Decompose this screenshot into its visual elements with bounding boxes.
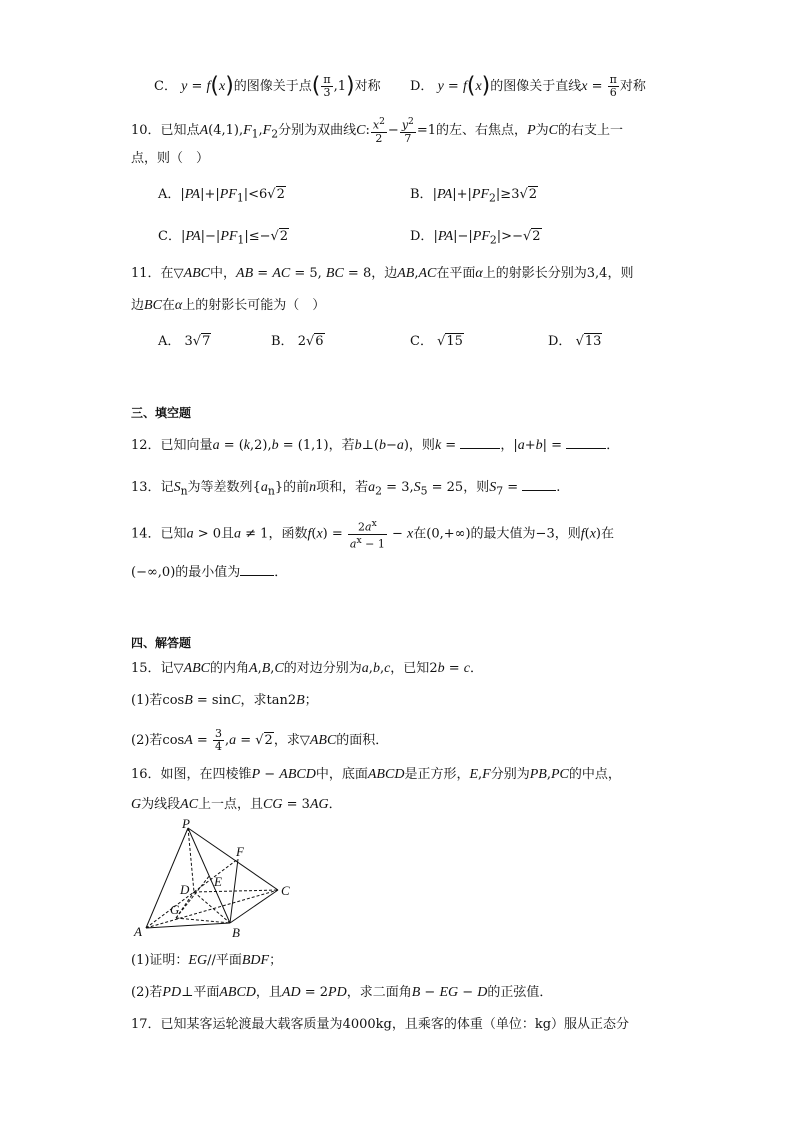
q10-stem: 10．已知点$A(4,1),F_1,F_2$分别为双曲线C: $\frac{x^2}{2}$ − $\frac{y^2}{7}$ =1的左、右焦点，P为C的右支上一 [131, 116, 623, 145]
q10-option-c: C．$|PA|-|PF_1|\le-√2$ [158, 229, 289, 247]
label-C: C [281, 883, 290, 898]
q16-part2: (2)若PD⊥平面ABCD，且AD = 2PD，求二面角B − EG − D的正弦值． [131, 985, 553, 1000]
q15-part2: (2)若cosA = $\frac{3}{4}$ ,a = √2，求▽ABC的面积． [131, 727, 389, 753]
answer-blank[interactable] [240, 563, 274, 576]
q9-option-d: D． y = f(x)的图像关于直线x = $\frac{\pi}{6}$ 对称 [410, 73, 646, 99]
answer-blank[interactable] [522, 478, 556, 491]
edge-BC [230, 890, 278, 923]
label-E: E [214, 874, 222, 889]
label-D: D [180, 882, 190, 897]
answer-blank[interactable] [566, 436, 606, 449]
q14-stem: 14．已知a > 0且a ≠ 1，函数f(x) = $\frac{2a^x}{a^x - 1}$ − x在(0,+∞)的最大值为−3，则f(x)在 [131, 518, 615, 551]
segment-GB [176, 918, 230, 923]
label-A: A [134, 924, 142, 939]
q16-stem-line2: G为线段AC上一点，且CG = 3AG． [131, 797, 342, 812]
q11-stem: 11．在▽ABC中，AB = AC = 5, BC = 8，边AB,AC在平面α上的射影长分别为3,4，则 [131, 266, 634, 281]
q15-part1: (1)若cosB = sinC，求tan2B； [131, 693, 318, 708]
q11-stem-line2: 边BC在α上的射影长可能为（ ） [131, 298, 326, 313]
section-title-answer: 四、解答题 [131, 636, 192, 650]
diagonal-AC [146, 890, 278, 928]
label-G: G [170, 902, 180, 917]
q11-option-c: C． √15 [410, 334, 463, 349]
q16-part1: (1)证明：EG//平面BDF； [131, 953, 283, 968]
diagonal-DB [194, 892, 230, 923]
q12-stem: 12．已知向量a = (k,2),b = (1,1)，若b⊥(b−a)，则k = ，|a+b| = ． [131, 438, 620, 453]
q17-stem: 17．已知某客运轮渡最大载客质量为4000kg，且乘客的体重（单位：kg）服从正态分 [131, 1017, 630, 1032]
q11-option-b: B． 2√6 [271, 334, 324, 349]
q15-stem: 15．记▽ABC的内角A,B,C的对边分别为a,b,c，已知2b = c． [131, 661, 483, 676]
label-P: P [182, 818, 190, 831]
q10-option-d: D．$|PA|-|PF_2|>-√2$ [410, 229, 541, 247]
q11-option-a: A． 3√7 [158, 334, 211, 349]
q13-stem: 13．记$S_n$为等差数列$\{a_n\}$的前n项和，若$a_2 = 3,S_5 = 25$，则$S_7$ = . [131, 480, 561, 498]
q10-stem-line2: 点，则（ ） [131, 151, 210, 166]
pyramid-figure [128, 818, 308, 944]
label-B: B [232, 925, 240, 940]
label-F: F [236, 844, 244, 859]
q9-option-c: C． y = f(x)的图像关于点( $\frac{\pi}{3}$ ,1)对称 [154, 73, 381, 99]
q11-option-d: D． √13 [548, 334, 602, 349]
edge-AB [146, 923, 230, 928]
q14-stem-line2: (−∞,0)的最小值为 ． [131, 565, 288, 580]
q10-option-a: A．$|PA|+|PF_1|<6√2$ [158, 187, 285, 205]
q10-option-b: B．$|PA|+|PF_2|\ge 3√2$ [410, 187, 538, 205]
edge-DC [194, 890, 278, 892]
edge-PA [146, 828, 188, 928]
q16-stem: 16．如图，在四棱锥P − ABCD中，底面ABCD是正方形，E,F分别为PB,PC的中点， [131, 767, 621, 782]
answer-blank[interactable] [460, 436, 500, 449]
section-title-fill-in: 三、填空题 [131, 406, 192, 420]
